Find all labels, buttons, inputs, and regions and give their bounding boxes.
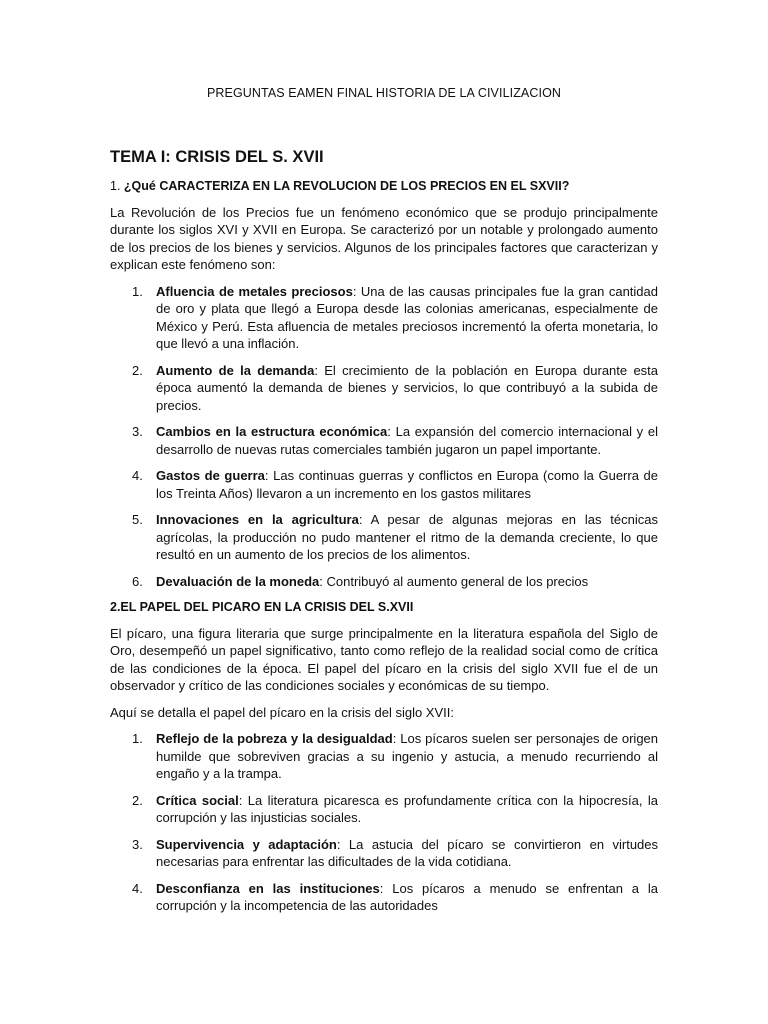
- list-item: [110, 283, 658, 353]
- list-item-text: : Una de las causas principales fue la gran cantidad de oro y plata que llegó a Europa desde las colonias americanas, especialmente de México y Perú. Esta afluencia de metales preciosos incrementó la oferta monetaria, lo que llevó a una inflación.: [156, 283, 658, 351]
- question-2-heading: [110, 599, 658, 617]
- list-item-number: 6.: [132, 573, 143, 589]
- list-item: [110, 573, 658, 591]
- list-item-number: 3.: [132, 836, 143, 852]
- list-item-number: 2.: [132, 362, 143, 378]
- list-item-number: 2.: [132, 792, 143, 808]
- document-body: [110, 146, 658, 924]
- list-item-number: 4.: [132, 880, 143, 896]
- list-item-text: : La astucia del pícaro se convirtieron en virtudes necesarias para enfrentar las dificultades de la vida cotidiana.: [156, 836, 659, 869]
- list-item-number: 1.: [132, 283, 143, 299]
- list-item-lead: Cambios en la estructura económica: [156, 424, 388, 439]
- list-item-lead: Supervivencia y adaptación: [156, 836, 337, 852]
- list-item: [110, 423, 658, 458]
- list-item-lead: Crítica social: [156, 792, 239, 808]
- list-item: [110, 362, 658, 415]
- list-item: [110, 730, 658, 783]
- question-2-intro: El pícaro, una figura literaria que surge principalmente en la literatura española del Siglo de Oro, desempeñó un papel significativo, tanto como reflejo de la realidad social como de crítica de las condiciones de la época. El papel del pícaro en la crisis del siglo XVII fue el de un observador y crítico de las condiciones sociales y económicas de su tiempo.: [110, 625, 658, 693]
- question-2-title: 2.EL PAPEL DEL PICARO EN LA CRISIS DEL S.XVII: [110, 600, 414, 614]
- list-item: [110, 792, 658, 827]
- list-item-lead: Devaluación de la moneda: [156, 573, 320, 589]
- list-item-text: : A pesar de algunas mejoras en las técnicas agrícolas, la producción no pudo mantener el ritmo de la demanda creciente, lo que resultó en un aumento de los precios de los alimentos.: [156, 512, 658, 562]
- list-item-number: 3.: [132, 424, 143, 439]
- question-2-detail: Aquí se detalla el papel del pícaro en la crisis del siglo XVII:: [110, 704, 454, 720]
- list-item-lead: Aumento de la demanda: [156, 362, 315, 378]
- list-item-number: 4.: [132, 468, 143, 483]
- list-item-lead: Gastos de guerra: [156, 468, 265, 483]
- list-item-text: : La literatura picaresca es profundamente crítica con la hipocresía, la corrupción y las injusticias sociales.: [156, 792, 658, 825]
- list-item-text: : Las continuas guerras y conflictos en Europa (como la Guerra de los Treinta Años) llevaron a un incremento en los gastos militares: [156, 468, 658, 501]
- list-item-text: : Contribuyó al aumento general de los precios: [319, 573, 589, 589]
- list-item: [110, 880, 658, 915]
- list-item-number: 5.: [132, 512, 143, 527]
- question-1-intro: La Revolución de los Precios fue un fenómeno económico que se produjo principalmente durante los siglos XVI y XVII en Europa. Se caracterizó por un notable y prolongado aumento de los precios de los bienes y servicios. Algunos de los principales factores que caracterizan y explican este fenómeno son:: [110, 204, 658, 272]
- list-item-text: : Los pícaros a menudo se enfrentan a la corrupción y la incompetencia de las autoridades: [156, 880, 658, 913]
- list-item-text: : La expansión del comercio internacional y el desarrollo de nuevas rutas comerciales también jugaron un papel importante.: [156, 424, 659, 457]
- list-item-text: : Los pícaros suelen ser personajes de origen humilde que sobreviven gracias a su ingenio y astucia, a menudo recurriendo al engaño y a la trampa.: [156, 731, 659, 781]
- list-item-text: : El crecimiento de la población en Europa durante esta época aumentó la demanda de bienes y servicios, lo que contribuyó a la subida de precios.: [156, 362, 659, 413]
- document-title: PREGUNTAS EAMEN FINAL HISTORIA DE LA CIVILIZACION: [206, 86, 562, 100]
- question-2-list: [110, 730, 658, 915]
- question-1-number: 1.: [110, 179, 121, 193]
- list-item: [110, 836, 658, 871]
- list-item-lead: Afluencia de metales preciosos: [156, 283, 353, 299]
- question-1-heading: [110, 178, 658, 196]
- question-1-list: [110, 283, 658, 591]
- section-heading: TEMA I: CRISIS DEL S. XVII: [110, 148, 324, 166]
- list-item-lead: Reflejo de la pobreza y la desigualdad: [156, 731, 393, 746]
- list-item-lead: Innovaciones en la agricultura: [156, 512, 359, 527]
- list-item: [110, 467, 658, 502]
- question-1-title: ¿Qué CARACTERIZA EN LA REVOLUCION DE LOS PRECIOS EN EL SXVII?: [123, 179, 570, 193]
- list-item-number: 1.: [132, 731, 143, 746]
- list-item-lead: Desconfianza en las instituciones: [156, 880, 380, 896]
- list-item: [110, 511, 658, 564]
